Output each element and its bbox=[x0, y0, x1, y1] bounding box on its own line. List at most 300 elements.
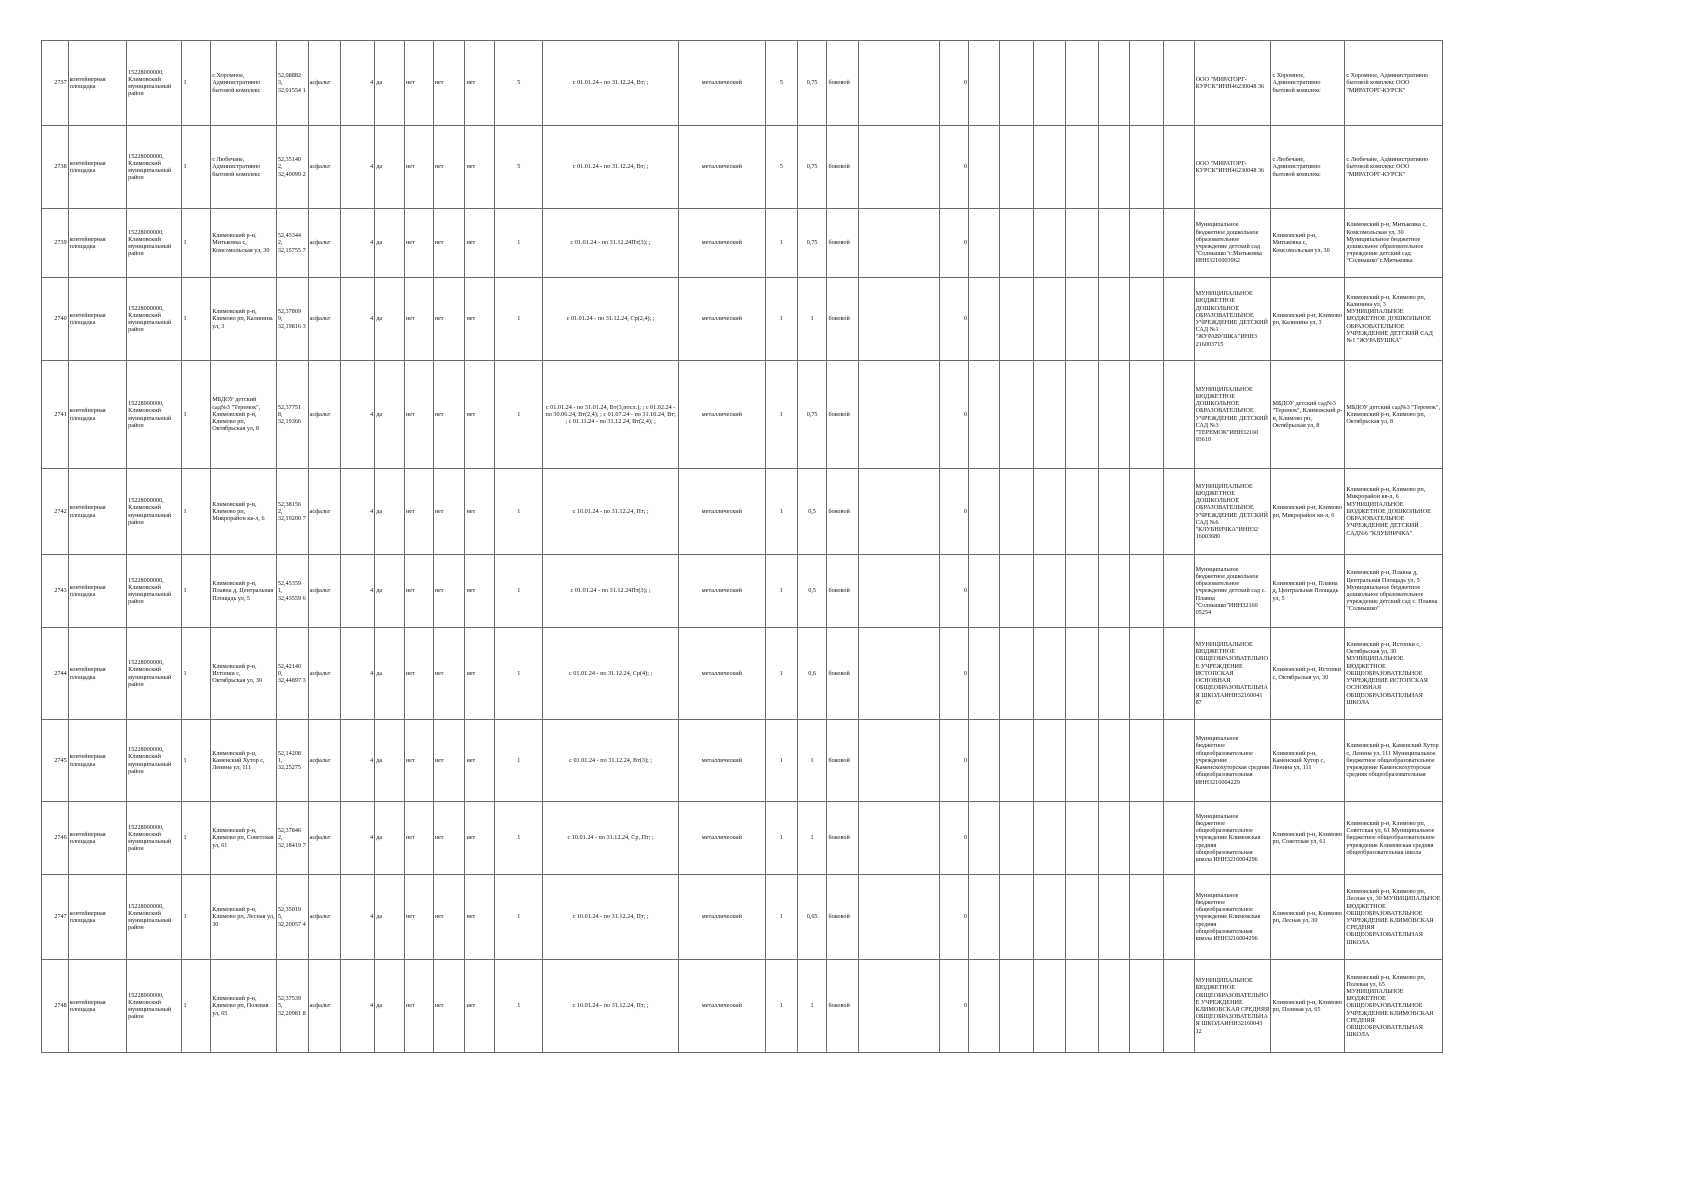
oktmo-cell: 15228000000, Климовский муниципальный район bbox=[127, 960, 182, 1053]
empty-cell bbox=[1129, 126, 1163, 209]
table-row bbox=[42, 875, 1443, 960]
quantity-cell: 1 bbox=[765, 278, 797, 361]
container-count-cell: 1 bbox=[495, 875, 543, 960]
empty-cell bbox=[968, 875, 999, 960]
zero-cell: 0 bbox=[940, 278, 969, 361]
owner-cell: МУНИЦИПАЛЬНОЕ БЮДЖЕТНОЕ ОБЩЕОБРАЗОВАТЕЛЬНОЕ УЧРЕЖДЕНИЕ ИСТОПСКАЯ ОСНОВНАЯ ОБЩЕОБРАЗОВАТЕЛЬНАЯ ШКОЛАИНН32160041 87 bbox=[1194, 628, 1271, 720]
surface-cell: асфальт bbox=[308, 960, 341, 1053]
quantity-cell: 1 bbox=[765, 875, 797, 960]
attr-cell-3: нет bbox=[465, 875, 495, 960]
owner-cell: ООО "МИРАТОРГ-КУРСК"ИНН46230048 36 bbox=[1194, 41, 1271, 126]
schedule-cell: с 01.01.24 - по 31.01.24, Вт(3,посл.); ; с 01.02.24 - по 30.06.24, Вт(2,4); ; с 01.07.24 - по 31.10.24, Вт; ; с 01.11.24 - по 31.12.24, Вт(2,4); ; bbox=[543, 361, 678, 469]
volume-cell: 0,75 bbox=[797, 126, 827, 209]
owner-cell: Муниципальное бюджетное дошкольное образовательное учреждение детский сад "Солнышко"с.Митьковка ИНН3216003962 bbox=[1194, 209, 1271, 278]
area-cell: 4 bbox=[341, 469, 375, 555]
attr-cell-2: нет bbox=[433, 361, 465, 469]
site-type-cell: контейнерная площадка bbox=[68, 209, 126, 278]
row-number-cell: 2738 bbox=[42, 126, 69, 209]
schedule-cell: с 01.01.24 - по 31.12.24Пт(3); ; bbox=[543, 555, 678, 628]
empty-cell bbox=[859, 960, 940, 1053]
zero-cell: 0 bbox=[940, 555, 969, 628]
zero-cell: 0 bbox=[940, 361, 969, 469]
attr-cell-1: нет bbox=[404, 628, 433, 720]
owner-cell: Муниципальное бюджетное общеобразовательное учреждение Каменскохуторская средняя общеобразовательная ИНН3216004229 bbox=[1194, 720, 1271, 802]
site-address-cell: Климовский р-н, Климово рп, Полевая ул, 65 bbox=[211, 960, 277, 1053]
empty-cell bbox=[1099, 628, 1130, 720]
empty-cell bbox=[999, 41, 1033, 126]
row-number-cell: 2737 bbox=[42, 41, 69, 126]
volume-cell: 0,5 bbox=[797, 469, 827, 555]
empty-cell bbox=[999, 960, 1033, 1053]
coordinates-cell: 52,37846 2, 32,18419 7 bbox=[276, 802, 308, 875]
site-type-cell: контейнерная площадка bbox=[68, 555, 126, 628]
empty-cell bbox=[1129, 802, 1163, 875]
flag-cell: 1 bbox=[182, 209, 211, 278]
owner-address-cell: Климовский р-н, Климово рп, Советская ул, 61 bbox=[1271, 802, 1345, 875]
empty-cell bbox=[1129, 469, 1163, 555]
container-count-cell: 1 bbox=[495, 628, 543, 720]
empty-cell bbox=[859, 278, 940, 361]
empty-cell bbox=[1099, 802, 1130, 875]
coordinates-cell: 52,37809 9, 32,19816 3 bbox=[276, 278, 308, 361]
material-cell: металлический bbox=[678, 361, 765, 469]
load-type-cell: боковой bbox=[827, 469, 859, 555]
empty-cell bbox=[1129, 278, 1163, 361]
empty-cell bbox=[1129, 875, 1163, 960]
table-row bbox=[42, 720, 1443, 802]
empty-cell bbox=[859, 555, 940, 628]
attr-cell-3: нет bbox=[465, 469, 495, 555]
container-count-cell: 1 bbox=[495, 802, 543, 875]
site-type-cell: контейнерная площадка bbox=[68, 126, 126, 209]
flag-cell: 1 bbox=[182, 469, 211, 555]
zero-cell: 0 bbox=[940, 209, 969, 278]
load-type-cell: боковой bbox=[827, 41, 859, 126]
container-count-cell: 1 bbox=[495, 469, 543, 555]
empty-cell bbox=[1129, 361, 1163, 469]
fence-cell: да bbox=[375, 720, 405, 802]
load-type-cell: боковой bbox=[827, 278, 859, 361]
load-type-cell: боковой bbox=[827, 628, 859, 720]
empty-cell bbox=[1163, 469, 1194, 555]
attr-cell-2: нет bbox=[433, 126, 465, 209]
load-type-cell: боковой bbox=[827, 361, 859, 469]
site-address-cell: Климовский р-н, Плавна д, Центральная Площадь ул, 5 bbox=[211, 555, 277, 628]
zero-cell: 0 bbox=[940, 720, 969, 802]
owner-address-cell: Климовский р-н, Климово рп, Лесная ул, 30 bbox=[1271, 875, 1345, 960]
volume-cell: 0,5 bbox=[797, 555, 827, 628]
site-type-cell: контейнерная площадка bbox=[68, 960, 126, 1053]
oktmo-cell: 15228000000, Климовский муниципальный район bbox=[127, 361, 182, 469]
waste-source-cell: с Любечане, Административно бытовой комплекс ООО "МИРАТОРГ-КУРСК" bbox=[1345, 126, 1443, 209]
owner-address-cell: с Хоромное, Административно бытовой комплекс bbox=[1271, 41, 1345, 126]
attr-cell-2: нет bbox=[433, 720, 465, 802]
empty-cell bbox=[968, 469, 999, 555]
oktmo-cell: 15228000000, Климовский муниципальный район bbox=[127, 126, 182, 209]
empty-cell bbox=[859, 802, 940, 875]
site-address-cell: Климовский р-н, Климово рп, Лесная ул, 30 bbox=[211, 875, 277, 960]
attr-cell-2: нет bbox=[433, 875, 465, 960]
empty-cell bbox=[1163, 41, 1194, 126]
material-cell: металлический bbox=[678, 555, 765, 628]
area-cell: 4 bbox=[341, 628, 375, 720]
area-cell: 4 bbox=[341, 960, 375, 1053]
empty-cell bbox=[1099, 720, 1130, 802]
empty-cell bbox=[1099, 960, 1130, 1053]
quantity-cell: 1 bbox=[765, 960, 797, 1053]
volume-cell: 0,75 bbox=[797, 41, 827, 126]
flag-cell: 1 bbox=[182, 720, 211, 802]
schedule-cell: с 10.01.24 - по 31.12.24, Пт; ; bbox=[543, 875, 678, 960]
empty-cell bbox=[1033, 469, 1066, 555]
coordinates-cell: 52,14208 1, 32,25275 bbox=[276, 720, 308, 802]
empty-cell bbox=[968, 209, 999, 278]
owner-address-cell: с Любечане, Административно бытовой комплекс bbox=[1271, 126, 1345, 209]
empty-cell bbox=[1066, 802, 1099, 875]
quantity-cell: 1 bbox=[765, 720, 797, 802]
empty-cell bbox=[1099, 209, 1130, 278]
flag-cell: 1 bbox=[182, 555, 211, 628]
attr-cell-2: нет bbox=[433, 469, 465, 555]
material-cell: металлический bbox=[678, 720, 765, 802]
oktmo-cell: 15228000000, Климовский муниципальный район bbox=[127, 628, 182, 720]
empty-cell bbox=[1129, 628, 1163, 720]
owner-address-cell: Климовский р-н, Климово рп, Полевая ул, 65 bbox=[1271, 960, 1345, 1053]
table-row bbox=[42, 209, 1443, 278]
empty-cell bbox=[1033, 555, 1066, 628]
empty-cell bbox=[1033, 960, 1066, 1053]
empty-cell bbox=[1066, 209, 1099, 278]
empty-cell bbox=[999, 875, 1033, 960]
owner-address-cell: Климовский р-н, Каменский Хутор с, Ленина ул, 111 bbox=[1271, 720, 1345, 802]
coordinates-cell: 52,45359 1, 32,43559 6 bbox=[276, 555, 308, 628]
empty-cell bbox=[968, 361, 999, 469]
container-count-cell: 1 bbox=[495, 960, 543, 1053]
attr-cell-3: нет bbox=[465, 209, 495, 278]
coordinates-cell: 52,08882 3, 32,01554 1 bbox=[276, 41, 308, 126]
waste-source-cell: Климовский р-н, Климово рп, Калинина ул, 3 МУНИЦИПАЛЬНОЕ БЮДЖЕТНОЕ ДОШКОЛЬНОЕ ОБРАЗОВАТЕЛЬНОЕ УЧРЕЖДЕНИЕ ДЕТСКИЙ САД №1 "ЖУРАВУШКА" bbox=[1345, 278, 1443, 361]
site-type-cell: контейнерная площадка bbox=[68, 628, 126, 720]
zero-cell: 0 bbox=[940, 41, 969, 126]
empty-cell bbox=[1129, 209, 1163, 278]
table-row bbox=[42, 41, 1443, 126]
row-number-cell: 2741 bbox=[42, 361, 69, 469]
row-number-cell: 2748 bbox=[42, 960, 69, 1053]
coordinates-cell: 52,42140 0, 32,44897 3 bbox=[276, 628, 308, 720]
owner-cell: ООО "МИРАТОРГ-КУРСК"ИНН46230048 36 bbox=[1194, 126, 1271, 209]
flag-cell: 1 bbox=[182, 361, 211, 469]
oktmo-cell: 15228000000, Климовский муниципальный район bbox=[127, 555, 182, 628]
row-number-cell: 2743 bbox=[42, 555, 69, 628]
empty-cell bbox=[1066, 628, 1099, 720]
empty-cell bbox=[1129, 960, 1163, 1053]
attr-cell-3: нет bbox=[465, 41, 495, 126]
table-row bbox=[42, 628, 1443, 720]
owner-cell: МУНИЦИПАЛЬНОЕ БЮДЖЕТНОЕ ДОШКОЛЬНОЕ ОБРАЗОВАТЕЛЬНОЕ УЧРЕЖДЕНИЕ ДЕТСКИЙ САД №6 "КЛУБНИЧКА"ИНН32 16003680 bbox=[1194, 469, 1271, 555]
empty-cell bbox=[1033, 802, 1066, 875]
surface-cell: асфальт bbox=[308, 126, 341, 209]
fence-cell: да bbox=[375, 126, 405, 209]
quantity-cell: 5 bbox=[765, 126, 797, 209]
empty-cell bbox=[968, 628, 999, 720]
coordinates-cell: 52,38156 2, 32,19200 7 bbox=[276, 469, 308, 555]
area-cell: 4 bbox=[341, 720, 375, 802]
table-row bbox=[42, 361, 1443, 469]
surface-cell: асфальт bbox=[308, 41, 341, 126]
site-address-cell: Климовский р-н, Каменский Хутор с, Ленина ул, 111 bbox=[211, 720, 277, 802]
row-number-cell: 2739 bbox=[42, 209, 69, 278]
load-type-cell: боковой bbox=[827, 960, 859, 1053]
fence-cell: да bbox=[375, 278, 405, 361]
attr-cell-1: нет bbox=[404, 278, 433, 361]
waste-source-cell: Климовский р-н, Митьковка с, Комсомольская ул, 30 Муниципальное бюджетное дошкольное образовательное учреждение детский сад "Солнышко"с.Митьковка bbox=[1345, 209, 1443, 278]
empty-cell bbox=[968, 720, 999, 802]
zero-cell: 0 bbox=[940, 126, 969, 209]
empty-cell bbox=[1099, 469, 1130, 555]
volume-cell: 0,6 bbox=[797, 628, 827, 720]
site-type-cell: контейнерная площадка bbox=[68, 278, 126, 361]
load-type-cell: боковой bbox=[827, 555, 859, 628]
surface-cell: асфальт bbox=[308, 555, 341, 628]
empty-cell bbox=[1099, 41, 1130, 126]
owner-cell: МУНИЦИПАЛЬНОЕ БЮДЖЕТНОЕ ДОШКОЛЬНОЕ ОБРАЗОВАТЕЛЬНОЕ УЧРЕЖДЕНИЕ ДЕТСКИЙ САД №3 "ТЕРЕМОК"ИНН32160 03610 bbox=[1194, 361, 1271, 469]
area-cell: 4 bbox=[341, 555, 375, 628]
empty-cell bbox=[1129, 41, 1163, 126]
flag-cell: 1 bbox=[182, 875, 211, 960]
material-cell: металлический bbox=[678, 628, 765, 720]
coordinates-cell: 52,35140 2, 32,40099 2 bbox=[276, 126, 308, 209]
schedule-cell: с 01.01.24 - по 31.12.24, Вт(3); ; bbox=[543, 720, 678, 802]
owner-cell: Муниципальное бюджетное общеобразовательное учреждение Климовская средняя общеобразовательная школа ИНН3216004296 bbox=[1194, 802, 1271, 875]
attr-cell-2: нет bbox=[433, 209, 465, 278]
material-cell: металлический bbox=[678, 469, 765, 555]
empty-cell bbox=[859, 720, 940, 802]
empty-cell bbox=[1066, 126, 1099, 209]
empty-cell bbox=[999, 555, 1033, 628]
empty-cell bbox=[999, 802, 1033, 875]
oktmo-cell: 15228000000, Климовский муниципальный район bbox=[127, 41, 182, 126]
attr-cell-3: нет bbox=[465, 960, 495, 1053]
fence-cell: да bbox=[375, 875, 405, 960]
zero-cell: 0 bbox=[940, 875, 969, 960]
waste-source-cell: МБДОУ детский сад№3 "Теремок", Климовский р-н, Климово рп, Октябрьская ул, 8 bbox=[1345, 361, 1443, 469]
attr-cell-1: нет bbox=[404, 209, 433, 278]
surface-cell: асфальт bbox=[308, 628, 341, 720]
site-type-cell: контейнерная площадка bbox=[68, 720, 126, 802]
container-count-cell: 1 bbox=[495, 361, 543, 469]
zero-cell: 0 bbox=[940, 960, 969, 1053]
waste-source-cell: Климовский р-н, Плавна д, Центральная Площадь ул, 5 Муниципальное бюджетное дошкольное образовательное учреждение детский сад с. Плавна "Солнышко" bbox=[1345, 555, 1443, 628]
empty-cell bbox=[1163, 209, 1194, 278]
empty-cell bbox=[968, 41, 999, 126]
coordinates-cell: 52,37751 8, 32,19366 bbox=[276, 361, 308, 469]
area-cell: 4 bbox=[341, 209, 375, 278]
container-count-cell: 5 bbox=[495, 126, 543, 209]
attr-cell-3: нет bbox=[465, 126, 495, 209]
volume-cell: 1 bbox=[797, 802, 827, 875]
row-number-cell: 2745 bbox=[42, 720, 69, 802]
volume-cell: 1 bbox=[797, 720, 827, 802]
empty-cell bbox=[1066, 960, 1099, 1053]
waste-source-cell: Климовский р-н, Климово рп, Микрорайон кв-л, 6 МУНИЦИПАЛЬНОЕ БЮДЖЕТНОЕ ДОШКОЛЬНОЕ ОБРАЗОВАТЕЛЬНОЕ УЧРЕЖДЕНИЕ ДЕТСКИЙ САД№6 "КЛУБНИЧКА" bbox=[1345, 469, 1443, 555]
attr-cell-2: нет bbox=[433, 802, 465, 875]
empty-cell bbox=[1066, 555, 1099, 628]
registry-table bbox=[41, 40, 1443, 1053]
container-count-cell: 1 bbox=[495, 278, 543, 361]
volume-cell: 1 bbox=[797, 278, 827, 361]
attr-cell-1: нет bbox=[404, 875, 433, 960]
empty-cell bbox=[968, 802, 999, 875]
container-count-cell: 1 bbox=[495, 720, 543, 802]
empty-cell bbox=[1033, 720, 1066, 802]
oktmo-cell: 15228000000, Климовский муниципальный район bbox=[127, 209, 182, 278]
owner-address-cell: Климовский р-н, Плавна д, Центральная Площадь ул, 5 bbox=[1271, 555, 1345, 628]
volume-cell: 0,75 bbox=[797, 361, 827, 469]
volume-cell: 1 bbox=[797, 960, 827, 1053]
material-cell: металлический bbox=[678, 802, 765, 875]
waste-source-cell: Климовский р-н, Климово рп, Полевая ул, 65 МУНИЦИПАЛЬНОЕ БЮДЖЕТНОЕ ОБЩЕОБРАЗОВАТЕЛЬНОЕ УЧРЕЖДЕНИЕ КЛИМОВСКАЯ СРЕДНЯЯ ОБЩЕОБРАЗОВАТЕЛЬНАЯ ШКОЛА bbox=[1345, 960, 1443, 1053]
table-row bbox=[42, 278, 1443, 361]
material-cell: металлический bbox=[678, 278, 765, 361]
fence-cell: да bbox=[375, 628, 405, 720]
empty-cell bbox=[1066, 41, 1099, 126]
schedule-cell: с 10.01.24 - по 31.12.24, Пт; ; bbox=[543, 960, 678, 1053]
waste-source-cell: Климовский р-н, Климово рп, Советская ул, 61 Муниципальное бюджетное общеобразовательное учреждение Климовская средняя общеобразовательная школа bbox=[1345, 802, 1443, 875]
site-address-cell: Климовский р-н, Климово рп, Микрорайон кв-л, 6 bbox=[211, 469, 277, 555]
attr-cell-3: нет bbox=[465, 361, 495, 469]
empty-cell bbox=[1066, 720, 1099, 802]
empty-cell bbox=[859, 361, 940, 469]
area-cell: 4 bbox=[341, 361, 375, 469]
owner-address-cell: Климовский р-н, Истопки с, Октябрьская ул, 30 bbox=[1271, 628, 1345, 720]
quantity-cell: 1 bbox=[765, 628, 797, 720]
empty-cell bbox=[859, 209, 940, 278]
container-count-cell: 5 bbox=[495, 41, 543, 126]
empty-cell bbox=[1099, 278, 1130, 361]
attr-cell-2: нет bbox=[433, 960, 465, 1053]
row-number-cell: 2744 bbox=[42, 628, 69, 720]
quantity-cell: 1 bbox=[765, 802, 797, 875]
attr-cell-3: нет bbox=[465, 720, 495, 802]
empty-cell bbox=[1066, 361, 1099, 469]
area-cell: 4 bbox=[341, 126, 375, 209]
empty-cell bbox=[1033, 875, 1066, 960]
quantity-cell: 5 bbox=[765, 41, 797, 126]
load-type-cell: боковой bbox=[827, 209, 859, 278]
schedule-cell: с 01.01.24 - по 31.12.24, Ср(2,4); ; bbox=[543, 278, 678, 361]
zero-cell: 0 bbox=[940, 802, 969, 875]
empty-cell bbox=[859, 41, 940, 126]
attr-cell-2: нет bbox=[433, 278, 465, 361]
material-cell: металлический bbox=[678, 960, 765, 1053]
empty-cell bbox=[1033, 41, 1066, 126]
empty-cell bbox=[1129, 555, 1163, 628]
material-cell: металлический bbox=[678, 41, 765, 126]
empty-cell bbox=[1033, 361, 1066, 469]
oktmo-cell: 15228000000, Климовский муниципальный район bbox=[127, 469, 182, 555]
row-number-cell: 2742 bbox=[42, 469, 69, 555]
owner-cell: Муниципальное бюджетное дошкольное образовательное учреждение детский сад с. Плавна "Солнышко"ИНН32160 05254 bbox=[1194, 555, 1271, 628]
schedule-cell: с 01.01.24 - по 31.12.24Пт(3); ; bbox=[543, 209, 678, 278]
empty-cell bbox=[1099, 875, 1130, 960]
quantity-cell: 1 bbox=[765, 209, 797, 278]
row-number-cell: 2746 bbox=[42, 802, 69, 875]
fence-cell: да bbox=[375, 209, 405, 278]
surface-cell: асфальт bbox=[308, 361, 341, 469]
schedule-cell: с 01.01.24 - по 31.12.24, Вт; ; bbox=[543, 41, 678, 126]
area-cell: 4 bbox=[341, 802, 375, 875]
volume-cell: 0,65 bbox=[797, 875, 827, 960]
material-cell: металлический bbox=[678, 126, 765, 209]
surface-cell: асфальт bbox=[308, 802, 341, 875]
fence-cell: да bbox=[375, 802, 405, 875]
empty-cell bbox=[1099, 361, 1130, 469]
waste-source-cell: Климовский р-н, Истопки с, Октябрьская ул, 30 МУНИЦИПАЛЬНОЕ БЮДЖЕТНОЕ ОБЩЕОБРАЗОВАТЕЛЬНОЕ УЧРЕЖДЕНИЕ ИСТОПСКАЯ ОСНОВНАЯ ОБЩЕОБРАЗОВАТЕЛЬНАЯ ШКОЛА bbox=[1345, 628, 1443, 720]
empty-cell bbox=[859, 628, 940, 720]
empty-cell bbox=[1129, 720, 1163, 802]
attr-cell-1: нет bbox=[404, 720, 433, 802]
flag-cell: 1 bbox=[182, 126, 211, 209]
attr-cell-1: нет bbox=[404, 960, 433, 1053]
quantity-cell: 1 bbox=[765, 361, 797, 469]
empty-cell bbox=[859, 126, 940, 209]
waste-source-cell: Климовский р-н, Климово рп, Лесная ул, 30 МУНИЦИПАЛЬНОЕ БЮДЖЕТНОЕ ОБЩЕОБРАЗОВАТЕЛЬНОЕ УЧРЕЖДЕНИЕ КЛИМОВСКАЯ СРЕДНЯЯ ОБЩЕОБРАЗОВАТЕЛЬНАЯ ШКОЛА bbox=[1345, 875, 1443, 960]
volume-cell: 0,75 bbox=[797, 209, 827, 278]
site-type-cell: контейнерная площадка bbox=[68, 469, 126, 555]
empty-cell bbox=[1163, 126, 1194, 209]
attr-cell-1: нет bbox=[404, 469, 433, 555]
material-cell: металлический bbox=[678, 875, 765, 960]
empty-cell bbox=[968, 555, 999, 628]
empty-cell bbox=[968, 278, 999, 361]
empty-cell bbox=[999, 361, 1033, 469]
attr-cell-1: нет bbox=[404, 361, 433, 469]
owner-address-cell: Климовский р-н, Климово рп, Микрорайон кв-л, 6 bbox=[1271, 469, 1345, 555]
empty-cell bbox=[968, 960, 999, 1053]
oktmo-cell: 15228000000, Климовский муниципальный район bbox=[127, 278, 182, 361]
empty-cell bbox=[999, 278, 1033, 361]
load-type-cell: боковой bbox=[827, 875, 859, 960]
flag-cell: 1 bbox=[182, 278, 211, 361]
waste-source-cell: Климовский р-н, Каменский Хутор с, Ленина ул, 111 Муниципальное бюджетное общеобразовательное учреждение Каменскохуторская средняя общеобразовательная bbox=[1345, 720, 1443, 802]
site-type-cell: контейнерная площадка bbox=[68, 875, 126, 960]
owner-cell: Муниципальное бюджетное общеобразовательное учреждение Климовская средняя общеобразовательная школа ИНН3216004296 bbox=[1194, 875, 1271, 960]
site-address-cell: с Любечане, Административно бытовой комплекс bbox=[211, 126, 277, 209]
owner-address-cell: Климовский р-н, Митьковка с, Комсомольская ул, 30 bbox=[1271, 209, 1345, 278]
empty-cell bbox=[1033, 628, 1066, 720]
flag-cell: 1 bbox=[182, 802, 211, 875]
attr-cell-1: нет bbox=[404, 555, 433, 628]
owner-cell: МУНИЦИПАЛЬНОЕ БЮДЖЕТНОЕ ДОШКОЛЬНОЕ ОБРАЗОВАТЕЛЬНОЕ УЧРЕЖДЕНИЕ ДЕТСКИЙ САД №1 "ЖУРАВУШКА"ИНН3 216003715 bbox=[1194, 278, 1271, 361]
site-address-cell: МБДОУ детский сад№3 "Теремок", Климовский р-н, Климово рп, Октябрьская ул, 8 bbox=[211, 361, 277, 469]
load-type-cell: боковой bbox=[827, 802, 859, 875]
quantity-cell: 1 bbox=[765, 469, 797, 555]
table-row bbox=[42, 555, 1443, 628]
empty-cell bbox=[1163, 802, 1194, 875]
flag-cell: 1 bbox=[182, 628, 211, 720]
fence-cell: да bbox=[375, 361, 405, 469]
container-count-cell: 1 bbox=[495, 209, 543, 278]
schedule-cell: с 01.01.24 - по 31.12.24, Вт; ; bbox=[543, 126, 678, 209]
attr-cell-3: нет bbox=[465, 802, 495, 875]
surface-cell: асфальт bbox=[308, 278, 341, 361]
site-address-cell: Климовский р-н, Митьковка с, Комсомольская ул, 30 bbox=[211, 209, 277, 278]
empty-cell bbox=[1163, 960, 1194, 1053]
empty-cell bbox=[1066, 469, 1099, 555]
table-row bbox=[42, 469, 1443, 555]
material-cell: металлический bbox=[678, 209, 765, 278]
surface-cell: асфальт bbox=[308, 720, 341, 802]
